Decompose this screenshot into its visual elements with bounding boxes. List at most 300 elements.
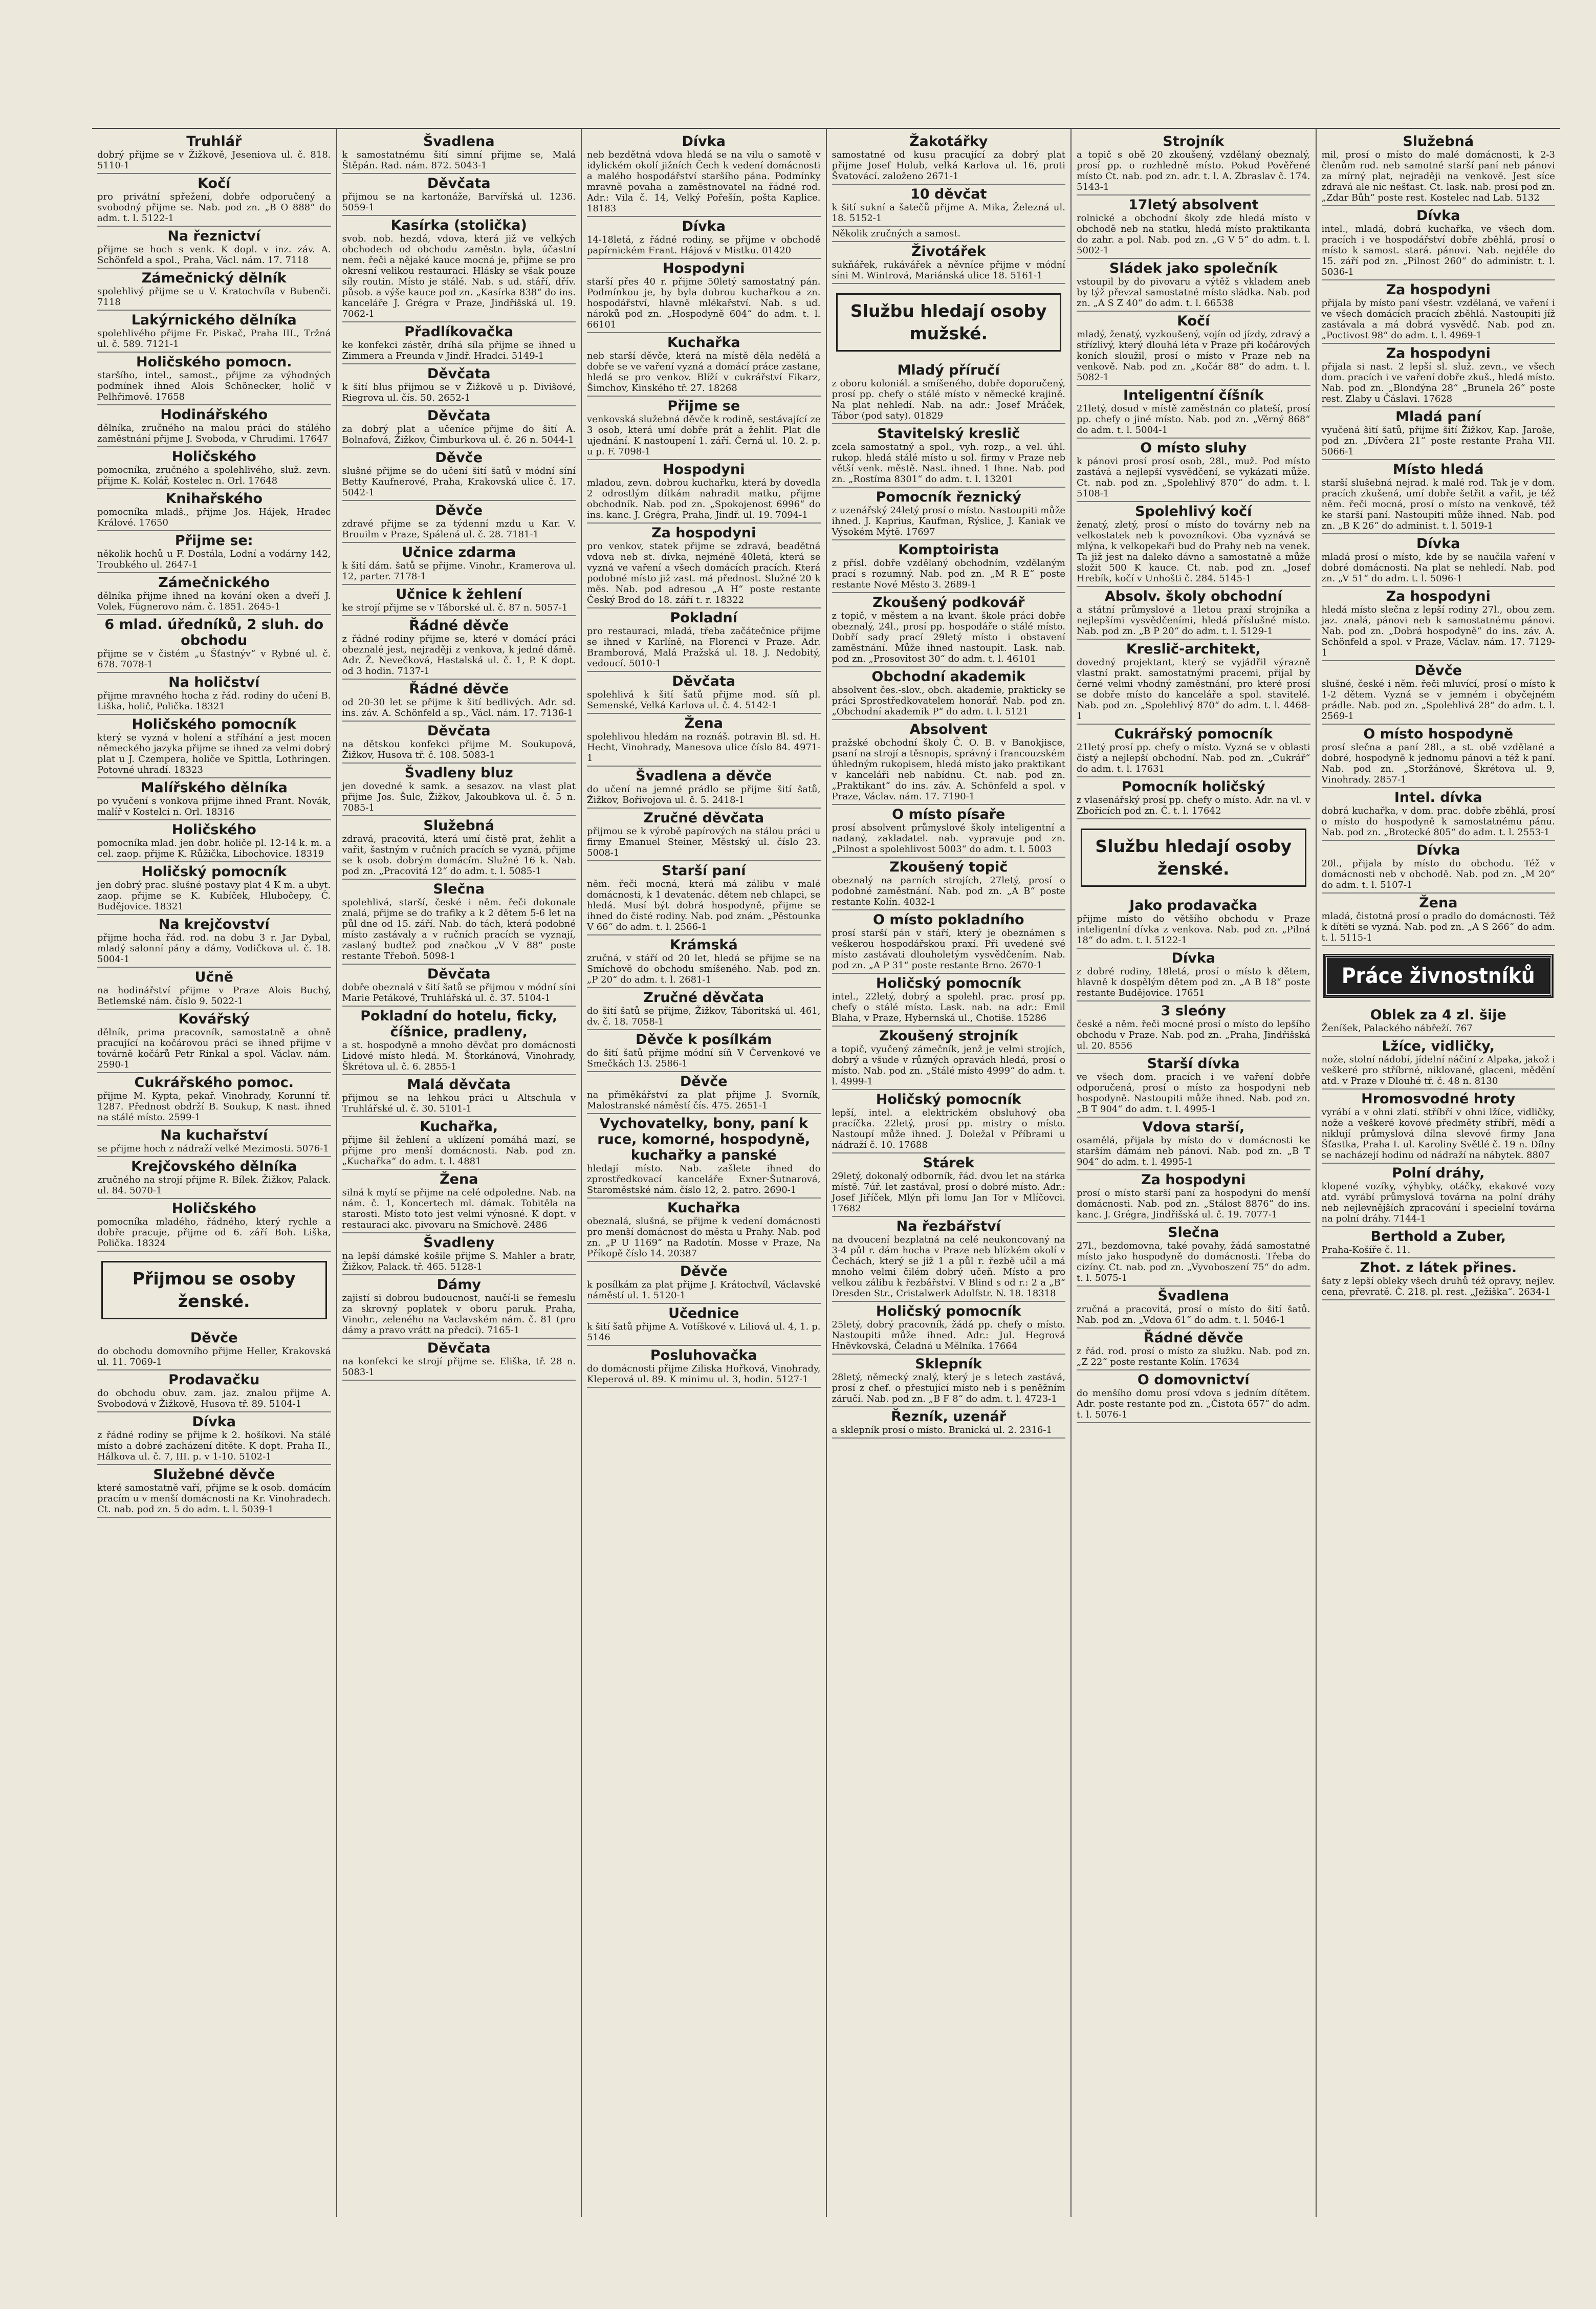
classified-ad (587, 935, 821, 988)
ad-title: Děvčata (427, 723, 491, 739)
classified-ad (1077, 439, 1310, 502)
ad-title: Inteligentní číšník (1123, 387, 1264, 403)
ad-title: Dívka (192, 1414, 236, 1430)
classified-ad (832, 667, 1066, 720)
ad-title: Děvče k posílkám (636, 1032, 772, 1048)
ad-body: mladý, ženatý, vyzkoušený, vojín od jízdy, zdravý a střízlivý, který dlouhá léta v Praze při kočárových koních sloužil, prosí o místo v Praze neb na venkově. Nab. pod zn. „Kočár 88“ do adm. t. l. 5082-1 (1077, 329, 1310, 383)
classified-ad (587, 767, 821, 809)
ad-body: do domácnosti přijme Ziliska Hořková, Vinohrady, Kleperová ul. 89. K minimu ul. 3, hodin. 5127-1 (587, 1363, 821, 1385)
ad-title: O místo pokladního (872, 912, 1024, 928)
ad-title: Za hospodyni (1386, 345, 1491, 361)
ad-title: Krejčovského dělníka (131, 1159, 297, 1174)
ad-title: Slečna (433, 881, 485, 897)
ad-body: přijme se hoch s venk. K dopl. v inz. záv. A. Schönfeld a spol., Praha, Václ. nám. 17. 7118 (97, 244, 331, 266)
ad-body: dělník, prima pracovník, samostatně a ohně pracující na kočárovou práci se ihned přijme v továrně kočárů Petr Rinkal a spol. Václav. nám. 2590-1 (97, 1027, 331, 1070)
classified-ad (97, 968, 331, 1010)
ad-title: Kočí (1177, 313, 1210, 329)
ad-title: Na řezbářství (896, 1218, 1001, 1234)
ad-body: na dvoucení bezplatná na celé neukoncovaný na 3-4 půl r. dám hocha v Praze neb blízkém okolí v Čechách, který se již 1 a půl r. řezbě učil a má mnoho velmi čilém dobrý učeň. Místo a pro velkou zálibu k řezbářství. V Blind s od r.: 2 a „B“ Dresden Str., Cristalwerk Adolfstr. N. 18. 18318 (832, 1234, 1065, 1299)
ad-title: Dívka (1416, 536, 1460, 552)
classified-ad (1077, 386, 1310, 439)
classified-ad (832, 1090, 1066, 1153)
ad-body: za dobrý plat a učeníce přijme do šití A. Bolnafová, Žižkov, Čimburkova ul. č. 26 n. 5044-1 (342, 424, 576, 445)
ad-body: z řád. rod. prosí o místo za služku. Nab. pod zn. „Z 22“ poste restante Kolín. 17634 (1077, 1346, 1310, 1367)
ad-body: přijmou se na kartonáže, Barvířská ul. 1236. 5059-1 (342, 191, 576, 213)
ad-title: Na kuchařství (160, 1127, 268, 1143)
classified-ad (342, 1007, 576, 1075)
classified-ad (832, 185, 1066, 227)
ad-body: dobrá kuchařka, v dom. prac. dobře zběhlá, prosí o místo do hospodyně k samostatnému pánu. Nab. pod zn. „Brotecké 805“ do adm. t. l. 2553-1 (1321, 805, 1555, 838)
classified-ad (97, 489, 331, 531)
column-5 (1070, 129, 1316, 2217)
ad-body: zajistí si dobrou budoucnost, naučí-li se řemeslu za skrovný poplatek v oboru paruk. Praha, Vinohr., zeleného na Vaclavském nám. č. 81 (pro dámy a pravo vrátt na předci). 7165-1 (342, 1293, 576, 1336)
classified-ad (587, 1199, 821, 1262)
classified-ad (1077, 195, 1310, 259)
classified-ad (97, 353, 331, 405)
ad-title: Na řeznictví (167, 228, 261, 244)
classified-ad (1322, 894, 1556, 946)
classified-ad (1077, 1170, 1310, 1223)
classified-ad (1322, 132, 1556, 206)
section-heading: Službu hledají osoby ženské. (1081, 829, 1306, 887)
classified-ad (1322, 1258, 1556, 1300)
classified-ad (1077, 132, 1310, 195)
ad-title: Zámečnického (158, 575, 270, 591)
ad-title: Děvče (435, 450, 483, 466)
classified-ad (587, 333, 821, 397)
classified-ad (1077, 1223, 1310, 1287)
classified-ad (587, 217, 821, 259)
ad-body: na lepší dámské košile přijme S. Mahler a bratr, Žižkov, Palack. tř. 465. 5128-1 (342, 1251, 576, 1272)
classified-ad (832, 910, 1066, 974)
ad-title: O místo hospodyně (1363, 726, 1514, 742)
ad-body: přijme se v čistém „u Šťastnýv“ v Rybné ul. č. 678. 7078-1 (97, 648, 331, 670)
ad-body: na konfekci ke strojí přijme se. Eliška, tř. 28 n. 5083-1 (342, 1356, 576, 1378)
ad-body: se přijme hoch z nádraží velké Mezimosti. 5076-1 (97, 1143, 329, 1154)
ad-body: k šití blus přijmou se v Žižkově u p. Divišové, Riegrova ul. čís. 50. 2652-1 (342, 382, 576, 403)
ad-body: k samostatnému šití simní přijme se, Malá Štěpán. Rad. nám. 872. 5043-1 (342, 149, 576, 171)
ad-body: do menšího domu prosí vdova s jedním dítětem. Adr. poste restante pod zn. „Čistota 657“ do adm. t. l. 5076-1 (1077, 1388, 1310, 1420)
classified-ad (1077, 259, 1310, 312)
ad-body: zručná, v stáří od 20 let, hledá se přijme se na Smíchově do obchodu smíšeného. Nab. pod zn. „P 20“ do adm. t. l. 2681-1 (587, 953, 821, 985)
ad-title: Hospodyni (663, 260, 745, 276)
ad-body: absolvent čes.-slov., obch. akademie, prakticky se práci Sprostředkovatelem honorář. Nab. pod zn. „Obchodní akademik P“ do adm. t. l. 5121 (832, 685, 1065, 717)
ad-body: vyrábí a v ohni zlatí. stříbří v ohni lžíce, vidličky, nože a veškeré kovové předměty stříbří, mědí a niklují průmyslová dílna slevové firmy Jana Šťastka, Praha I. ul. Karoliny Světlé č. 19 n. Dílny se nacházejí hodinu od nádraží na nábytek. 8807 (1321, 1107, 1555, 1161)
classified-ad (342, 722, 576, 764)
ad-body: spolehlivá k šití šatů přijme mod. síň pl. Semenské, Velká Karlova ul. č. 4. 5142-1 (587, 689, 821, 711)
classified-ad (1322, 1090, 1556, 1164)
classified-ad (97, 132, 331, 174)
ad-body: a sklepník prosí o místo. Branická ul. 2. 2316-1 (832, 1425, 1052, 1435)
ad-title: Dívka (682, 219, 726, 234)
classified-ad (1322, 460, 1556, 534)
classified-ad (1077, 1054, 1310, 1118)
classified-ad (832, 1407, 1066, 1439)
ad-title: Učně (194, 969, 233, 985)
ad-body: z řádné rodiny přijme se, které v domácí práci obeznalé jest, nejraději z venkova, k jedné dámě. Adr. Ž. Nevečková, Hastalská ul. č. 1, P. K dopt. od 3 hodin. 7137-1 (342, 634, 576, 677)
ad-title: Dívka (1416, 842, 1460, 858)
classified-ad (1322, 280, 1556, 344)
column-4 (826, 129, 1071, 2217)
ad-title: Dámy (436, 1277, 481, 1293)
ad-title: Kočí (198, 176, 231, 191)
ad-body: z topič, v městem a na kvant. škole práci dobře obeznalý, 24l., prosí pp. hospodáře o stálé místo. Dobří sady prací 29letý místo i obstavení zaměstnání. Může ihned nastoupit. Lask. nab. pod zn. „Prosovitost 30“ do adm. t. l. 46101 (832, 611, 1065, 664)
ad-body: starší slušebná nejrad. k malé rod. Tak je v dom. pracích zkušená, umí dobře šetřit a vařit, je též něm. řeči mocná, prosí o místo na venkově, též ke starší paní. Nastoupiti může ihned. Nab. pod zn. „B K 26“ do administ. t. l. 5019-1 (1321, 477, 1555, 531)
ad-body: Praha-Košíře č. 11. (1321, 1245, 1411, 1255)
ad-body: mladou, zevn. dobrou kuchařku, která by dovedla 2 odrostlým dítkám nahradit matku, přijme obchodník. Nab. pod zn. „Spokojenost 6996“ do ins. kanc. J. Grégra, Praha, Jindř. ul. 19. 7094-1 (587, 477, 821, 520)
classified-ad (97, 1370, 331, 1412)
ad-body: klopené vozíky, výhybky, otáčky, ekakové vozy atd. vyrábí průmyslová továrna na polní dráhy neb nejlevnějších zpracování i specielní továrna na polní dráhy. 7144-1 (1321, 1181, 1555, 1224)
classified-ad (97, 820, 331, 862)
ad-title: 10 děvčat (910, 186, 987, 202)
ad-body: osamělá, přijala by místo do v domácnosti ke starším dámám neb pánovi. Nab. pod zn. „B T 904“ do adm. t. l. 4995-1 (1077, 1135, 1310, 1167)
classified-ad (832, 132, 1066, 185)
ad-body: pomocníka mladš., přijme Jos. Hájek, Hradec Králové. 17650 (97, 507, 331, 528)
ad-body: z dobré rodiny, 18letá, prosí o místo k dětem, hlavně k dospělým dětem pod zn. „A B 18“ poste restante Budějovice. 17651 (1077, 966, 1310, 998)
classified-ad (342, 1075, 576, 1117)
ad-body: neb starší děvče, která na místě děla nedělá a dobře se ve vaření vyzná a domácí práce zastane, hledá se pro venkov. Blíží v cukrářství Fikarz, Šimchov, Kinského tř. 27. 18268 (587, 351, 821, 394)
classified-ad (342, 1233, 576, 1275)
ad-body: spolehlivá, starší, české i něm. řeči dokonale znalá, přijme se do trafiky a k 2 dětem 5-6 let na půl dne od 15. září. Nab. do tách, která podobné místo zastávaly a v ručních pracích se vyznají, zaslaný budtež pod značkou „V V 88“ poste restante Třeboň. 5098-1 (342, 897, 576, 962)
ad-body: obeznalá, slušná, se přijme k vedení domácnosti pro menší domácnost do města u Prahy. Nab. pod zn. „P U 1169“ na Radotín. Mosse v Praze, Na Příkopě číslo 14. 20387 (587, 1216, 821, 1259)
ad-body: na hodinářství přijme v Praze Alois Buchý, Betlemské nám. číslo 9. 5022-1 (97, 985, 331, 1007)
ad-body: na dětskou konfekci přijme M. Soukupová, Žižkov, Husova tř. č. 108. 5083-1 (342, 739, 576, 760)
ad-title: Starší paní (661, 863, 746, 879)
section-banner: Práce živnostníků (1325, 955, 1553, 996)
ad-title: Kovářský (178, 1011, 250, 1027)
ad-body: mladá, čistotná prosí o pradlo do domácnosti. Též k dítěti se vyzná. Nab. pod zn. „A S 266“ do adm. t. l. 5115-1 (1321, 911, 1555, 943)
classified-ad (1077, 1118, 1310, 1170)
ad-title: Knihařského (165, 491, 263, 507)
ad-body: přijmou se na lehkou práci u Altschula v Truhlářské ul. č. 30. 5101-1 (342, 1093, 576, 1114)
ad-body: do obchodu domovního přijme Heller, Krakovská ul. 11. 7069-1 (97, 1346, 331, 1367)
ad-title: Cukrářského pomoc. (134, 1075, 294, 1091)
ad-title: Oblek za 4 zl. šije (1370, 1007, 1506, 1023)
classified-ad (587, 988, 821, 1030)
ad-title: Holičský pomocník (876, 1092, 1021, 1107)
classified-ad (587, 1114, 821, 1199)
ad-title: Kuchařka, (420, 1119, 498, 1135)
classified-ad (587, 397, 821, 460)
ad-body: pomocníka mladého, řádného, který rychle a dobře pracuje, přijme od 6. září Boh. Liška, Polička. 18324 (97, 1216, 331, 1249)
ad-title: O místo sluhy (1140, 440, 1247, 456)
ad-title: Sládek jako společník (1109, 260, 1278, 276)
ad-body: spolehlivý přijme se u V. Kratochvíla v Bubenči. 7118 (97, 286, 331, 308)
ad-body: 28letý, německý znalý, který je s letech zastává, prosí z chef. o přestující místo neb i s peněžním záručí. Nab. pod zn. „B F 8“ do adm. t. l. 4723-1 (832, 1372, 1065, 1404)
classified-ad (1322, 1164, 1556, 1227)
classified-ad (1322, 344, 1556, 407)
ad-title: 3 sleóny (1161, 1003, 1226, 1019)
ad-title: Žakotářky (909, 134, 988, 149)
ad-body: přijmou se k výrobě papírových na stálou práci u firmy Emanuel Steiner, Městský ul. číslo 23. 5008-1 (587, 826, 821, 858)
classified-ad (832, 424, 1066, 488)
ad-title: Holičského (171, 449, 256, 465)
classified-ad (587, 1030, 821, 1072)
ad-body: mladá prosí o místo, kde by se naučila vaření v dobré domácnosti. Na plat se nehledí. Nab. pod zn. „V 51“ do adm. t. l. 5096-1 (1321, 552, 1555, 584)
classified-ad (97, 405, 331, 447)
classified-ad (342, 322, 576, 364)
classified-ad (587, 809, 821, 861)
classified-ad (832, 805, 1066, 858)
classified-ad (342, 543, 576, 585)
classified-ad (1077, 640, 1310, 725)
classified-ad (97, 1126, 331, 1157)
ad-body: k šití dám. šatů se přijme. Vinohr., Kramerova ul. 12, parter. 7178-1 (342, 560, 576, 582)
classified-ad (97, 862, 331, 915)
classified-ad (832, 974, 1066, 1027)
ad-title: Vdova starší, (1142, 1119, 1245, 1135)
classified-ad (342, 680, 576, 722)
ad-body: neb bezdětná vdova hledá se na vilu o samotě v idylickém okolí jižních Čech k vedení domácnosti a malého hospodářství staršího pána. Podmínky mravně povaha a zaměstnovatel na řádné rod. Adr.: Vila č. 14, Velký Pořešín, pošta Kaplice. 18183 (587, 149, 821, 214)
classified-ad (342, 1170, 576, 1233)
classified-ad (587, 1304, 821, 1346)
ad-title: Děvče (680, 1074, 728, 1090)
classified-ad (342, 1339, 576, 1381)
ad-body: zdravá, pracovitá, která umí čistě prat, žehlit a vařit, šastným v ručních pracích se vyzná, přijme se k osob. dobrým domácím. Služné 16 k. Nab. pod zn. „Pracovitá 12“ do adm. t. l. 5085-1 (342, 834, 576, 877)
ad-title: Stavitelský kreslič (877, 426, 1020, 442)
ad-title: Švadlena (1157, 1288, 1230, 1304)
ad-title: Strojník (1163, 134, 1225, 149)
ad-title: Zručné děvčata (643, 810, 764, 826)
ad-title: Přadlíkovačka (404, 324, 514, 340)
classified-ad (342, 764, 576, 816)
ad-body: k šití sukní a šatečů přijme A. Mika, Železná ul. 18. 5152-1 (832, 202, 1065, 224)
classified-ad (97, 1010, 331, 1073)
section-heading: Přijmou se osoby ženské. (101, 1261, 327, 1319)
ad-title: Absolvent (909, 722, 988, 737)
classified-columns (92, 128, 1560, 2217)
ad-title: Pomocník řeznický (876, 489, 1021, 505)
ad-body: do šití šatů se přijme, Žižkov, Táboritská ul. 461, dv. č. 18. 7058-1 (587, 1006, 821, 1027)
ad-body: a státní průmyslové a 1letou praxí strojníka a nejlepšími vysvědčeními, hledá příslušné místo. Nab. pod zn. „B P 20“ do adm. t. l. 5129-1 (1077, 604, 1310, 637)
ad-title: Švadlena (423, 134, 495, 149)
ad-title: Spolehlivý kočí (1135, 504, 1252, 519)
ad-title: Krámská (669, 937, 738, 953)
ad-body: k posílkám za plat přijme J. Krátochvíl, Václavské náměstí ul. 1. 5120-1 (587, 1279, 821, 1301)
ad-body: intel., mladá, dobrá kuchařka, ve všech dom. pracích i ve hospodářství dobře zběhlá, prosí o místo k samost. stará. pánovi. Nab. nejdéle do 15. září pod zn. „Pilnost 260“ do administr. t. l. 5036-1 (1321, 224, 1555, 277)
ad-title: Vychovatelky, bony, paní k ruce, komorné, hospodyně, kuchařky a panské (597, 1116, 811, 1163)
ad-body: k pánovi prosí prosí osob, 28l., muž. Pod místo zastává a nejlepší vysvědčení, se vykázati může. Ct. nab. pod zn. „Spolehlivý 870“ do adm. t. l. 5108-1 (1077, 456, 1310, 499)
classified-ad (342, 1117, 576, 1170)
ad-title: Životářek (911, 244, 986, 259)
ad-body: ženatý, zletý, prosí o místo do továrny neb na velkostatek neb k povozníkovi. Oba vyznává se mlýna, k velkopekaři bud do Prahy neb na venek. Ta již jest na daleko dávno a samostatně a může složit 500 K kauce. Ct. nab. pod zn. „Josef Hrebík, kočí v Unhošti č. 284. 5145-1 (1077, 519, 1310, 584)
ad-body: Několik zručných a samost. (832, 228, 961, 239)
ad-title: Zámečnický dělník (141, 270, 287, 286)
ad-title: Za hospodyni (1386, 589, 1491, 604)
ad-title: Učednice (668, 1305, 739, 1321)
ad-body: dobrý přijme se v Žižkově, Jeseniova ul. č. 818. 5110-1 (97, 149, 331, 171)
ad-body: z vlasenářský prosí pp. chefy o místo. Adr. na vl. v Zbořicích pod zn. Č. t. l. 17642 (1077, 795, 1310, 816)
ad-body: od 20-30 let se přijme k šití bedlivých. Adr. sd. ins. záv. A. Schönfeld a sp., Václ. nám. 17. 7136-1 (342, 697, 576, 718)
ad-title: Děvčata (427, 1340, 491, 1356)
classified-ad (342, 174, 576, 216)
ad-title: Malířského dělníka (140, 780, 288, 796)
ad-title: O místo písaře (892, 807, 1005, 822)
ad-body: 27l., bezdomovna, také povahy, žádá samostatné místo jako hospodyně do domácnosti. Třeba do cizíny. Ct. nab. pod zn. „Vyvoboszení 75“ do adm. t. l. 5075-1 (1077, 1240, 1310, 1283)
ad-title: Za hospodyni (1386, 282, 1491, 298)
classified-ad (587, 861, 821, 935)
ad-body: a topič, vyučený zámečník, jenž je velmi strojích, dobrý a všude v různých opravách hledá, prosí o místo. Nab. pod zn. „Stálé místo 4999“ do adm. t. l. 4999-1 (832, 1044, 1065, 1087)
ad-title: Žena (684, 715, 723, 731)
ad-body: pro restauraci, mladá, třeba začátečnice přijme se ihned v Karlíně, na Florenci v Praze. Adr. Bramborová, Malá Pražská ul. 18. J. Nedobitý, vedoucí. 5010-1 (587, 626, 821, 669)
ad-body: slušné, české i něm. řeči mluvící, prosí o místo k 1-2 dětem. Vyzná se v jemném i obyčejném prádle. Nab. pod zn. „Spolehlivá 28“ do adm. t. l. 2569-1 (1321, 679, 1555, 722)
classified-ad (1322, 788, 1556, 841)
ad-title: Děvče (1414, 663, 1462, 679)
ad-body: zdravé přijme se za týdenní mzdu u Kar. V. Brouilm v Praze, Spálená ul. č. 28. 7181-1 (342, 518, 576, 540)
ad-body: ke strojí přijme se v Táborské ul. č. 87 n. 5057-1 (342, 602, 568, 613)
ad-body: Ženíšek, Palackého nábřeží. 767 (1321, 1023, 1473, 1034)
classified-ad (97, 715, 331, 778)
ad-body: vyučená šití šatů, přijme šití Žižkov, Kap. Jaroše, pod zn. „Dívčera 21“ poste restante Praha VII. 5066-1 (1321, 425, 1555, 457)
ad-body: dobře obeznalá v šití šatů se přijmou v módní síni Marie Petákové, Truhlářská ul. č. 37. 5104-1 (342, 982, 576, 1004)
classified-ad (832, 488, 1066, 540)
ad-title: Řezník, uzenář (891, 1409, 1007, 1425)
ad-title: Zhot. z látek přines. (1360, 1260, 1517, 1276)
classified-ad (97, 1073, 331, 1126)
ad-body: slušné přijme se do učení šití šatů v módní síní Betty Kaufnerové, Praha, Krakovská ulice č. 17. 5042-1 (342, 466, 576, 498)
classified-ad (1077, 502, 1310, 587)
ad-body: a topič s obě 20 zkoušený, vzdělaný obeznalý, prosí pp. o rozhledně místo. Pokud Pověřené místo Ct. nab. pod zn. adr. t. l. A. Zbraslav č. 174. 5143-1 (1077, 149, 1310, 192)
classified-ad (97, 311, 331, 353)
ad-title: Kasírka (stolička) (390, 217, 527, 233)
ad-body: pomocníka mlad. jen dobr. holiče pl. 12-14 k. m. a cel. zaop. přijme K. Růžička, Libochovice. 18319 (97, 838, 331, 859)
column-2 (336, 129, 581, 2217)
column-6 (1316, 129, 1561, 2217)
column-3 (581, 129, 826, 2217)
classified-ad (1322, 1037, 1556, 1090)
classified-ad (97, 673, 331, 715)
classified-ad (1322, 661, 1556, 725)
ad-body: po vyučení s vonkova přijme ihned Frant. Novák, malíř v Kostelci n. Orl. 18316 (97, 796, 331, 817)
ad-body: 14-18letá, z řádné rodiny, se přijme v obchodě papírnickém Frant. Hájová v Mistku. 01420 (587, 234, 821, 256)
ad-title: Děvče (190, 1330, 238, 1346)
classified-ad (587, 608, 821, 672)
classified-ad (342, 585, 576, 616)
ad-title: Pokladní (670, 610, 738, 626)
ad-body: do šití šatů přijme módní síň V Červenkové ve Smečkách 13. 2586-1 (587, 1048, 821, 1069)
classified-ad (1077, 312, 1310, 386)
classified-ad (1077, 1001, 1310, 1054)
classified-ad (97, 227, 331, 269)
classified-ad (587, 714, 821, 767)
ad-body: pro venkov, statek přijme se zdravá, beadětná vdova neb st. dívka, nejméně 40letá, která se vyzná ve vaření a všech domácích pracích. Která podobné místo již zast. má přednost. Služné 20 k měs. Nab. pod adresou „A H“ poste restante Český Brod do 18. září t. r. 18322 (587, 541, 821, 605)
ad-body: 25letý, dobrý pracovník, žádá pp. chefy o místo. Nastoupiti může ihned. Adr.: Jul. Hegrová Hněvkovská, Čeladná u Mělníka. 17664 (832, 1319, 1065, 1352)
classified-ad (587, 1346, 821, 1388)
ad-title: Intel. dívka (1394, 790, 1482, 805)
ad-body: sukňářek, rukávářek a něvníce přijme v módní síni M. Wintrová, Mariánská ulice 18. 5161-1 (832, 259, 1065, 281)
ad-title: Řádné děvče (1143, 1330, 1243, 1346)
ad-title: Stárek (923, 1155, 974, 1171)
ad-body: rolnické a obchodní školy zde hledá místo v obchodě neb na statku, hledá místo praktikanta do zahr. a pol. Nab. pod zn. „G V 5“ do adm. t. l. 5002-1 (1077, 213, 1310, 256)
ad-body: 21letý, dosud v místě zaměstnán co plateší, prosí pp. chefy o jiné místo. Nab. pod zn. „Věrný 868“ do adm. t. l. 5004-1 (1077, 403, 1310, 435)
ad-title: Hospodyni (663, 462, 745, 477)
ad-body: zručná a pracovitá, prosí o místo do šití šatů. Nab. pod zn. „Vdova 61“ do adm. t. l. 5046-1 (1077, 1304, 1310, 1325)
ad-title: Prodavačku (168, 1372, 260, 1388)
ad-title: Holičský pomocník (876, 975, 1021, 991)
ad-title: Za hospodyni (1141, 1172, 1246, 1188)
classified-ad (1077, 1328, 1310, 1370)
ad-body: přijme šil žehlení a uklízení pomáhá mazí, se přijme pro menší domácnosti. Nab. pod zn. „Kuchařka“ do adm. t. l. 4881 (342, 1135, 576, 1167)
ad-title: Kuchařka (667, 335, 740, 351)
ad-body: přijala by místo paní všestr. vzdělaná, ve vaření i ve všech domácích pracích zběhlá. Nastoupiti jíž zastávala a má dobrá vysvědč. Nab. pod zn. „Poctivost 98“ do adm. t. l. 4969-1 (1321, 298, 1555, 341)
ad-title: Mladý příručí (897, 362, 1000, 378)
classified-ad (97, 269, 331, 311)
classified-ad (1322, 725, 1556, 788)
ad-title: Děvčata (427, 366, 491, 382)
ad-title: Děvčata (427, 966, 491, 982)
classified-ad (832, 593, 1066, 667)
ad-body: staršího, intel., samost., přijme za výhodných podmínek ihned Alois Schönecker, holič v Pelhřimově. 17658 (97, 370, 331, 402)
ad-title: Kreslič-architekt, (1126, 641, 1261, 657)
ad-body: jen dovedné k samk. a sesazov. na vlast plat přijme Jos. Šulc, Žižkov, Jakoubkova ul. č. 5 n. 7085-1 (342, 781, 576, 813)
ad-body: ve všech dom. pracích i ve vaření dobře odporučená, prosí o místo za hospodyni neb hospodyně. Nastoupiti může ihned. Nab. pod zn. „B T 904“ do adm. t. l. 4995-1 (1077, 1072, 1310, 1115)
classified-ad (342, 965, 576, 1007)
classified-ad (832, 1217, 1066, 1302)
ad-body: prosí starší pán v stáří, který je obeznámen s veškerou hospodářskou praxí. Při uvedené své místo zastávati dlouholetým vysvědčením. Nab. pod zn. „A P 31“ poste restante Brno. 2670-1 (832, 928, 1065, 971)
classified-ad (97, 1328, 331, 1370)
ad-title: Zkoušený podkovář (872, 595, 1025, 611)
classified-ad (1077, 725, 1310, 777)
ad-body: přijme M. Kypta, pekař. Vinohrady, Korunní tř. 1287. Přednost obdrží B. Soukup, K nast. ihned na stálé místo. 2599-1 (97, 1091, 331, 1123)
classified-ad (342, 816, 576, 880)
ad-body: z řádné rodiny se přijme k 2. hošíkovi. Na stálé místo a dobré zacházení ditěte. K dopt. Praha II., Hálkova ul. č. 7, III. p. v 1-10. 5102-1 (97, 1430, 331, 1462)
ad-title: Lakýrnického dělníka (131, 312, 297, 328)
ad-title: Holičského pomocn. (136, 354, 292, 370)
classified-ad (97, 531, 331, 573)
ad-title: Zručné děvčata (643, 990, 764, 1006)
ad-body: které samostatně vaří, přijme se k osob. domácím pracím u v menší domácnosti na Kr. Vinohradech. Ct. nab. pod zn. 5 do adm. t. l. 5039-1 (97, 1483, 331, 1515)
classified-ad (1077, 1287, 1310, 1328)
classified-ad (1077, 587, 1310, 640)
ad-title: Místo hledá (1393, 462, 1484, 477)
ad-body: české a něm. řeči mocné prosí o místo do lepšího obchodu v Praze. Nab. pod zn. „Praha, Jindřišská ul. 20. 8556 (1077, 1019, 1310, 1051)
classified-ad (832, 227, 1066, 242)
ad-title: 6 mlad. úředníků, 2 sluh. do obchodu (104, 617, 324, 648)
ad-title: Zkoušený topič (889, 859, 1008, 875)
ad-title: Holičského (171, 1201, 256, 1216)
classified-ad (97, 447, 331, 489)
classified-ad (587, 132, 821, 217)
ad-title: Děvčata (427, 408, 491, 424)
ad-body: k šití šatů přijme A. Votíškové v. Liliová ul. 4, 1. p. 5146 (587, 1321, 821, 1343)
ad-title: Švadleny (423, 1235, 495, 1251)
ad-title: Děvčata (427, 176, 491, 191)
ad-title: 17letý absolvent (1128, 197, 1259, 213)
ad-body: spolehlivého přijme Fr. Piskač, Praha III., Tržná ul. č. 589. 7121-1 (97, 328, 331, 350)
classified-ad (97, 1465, 331, 1518)
ad-body: vstoupil by do pivovaru a výtěž s vkladem aneb by týž převzal samostatné místo sládka. Nab. pod zn. „A S Z 40“ do adm. t. l. 66538 (1077, 276, 1310, 309)
classified-ad (1322, 587, 1556, 661)
ad-body: intel., 22letý, dobrý a spolehl. prac. prosí pp. chefy o stálé místo. Lask. nab. na adr.: Emil Blaha, v Praze, Hybernská ul., Chotiše. 15286 (832, 991, 1065, 1023)
ad-title: Holičského pomocník (132, 716, 296, 732)
ad-body: prosí slečna a paní 28l., a st. obě vzdělané a dobré, hospodyně k jednomu pánovi a též k paní. Nab. pod zn. „Storžánové, Škrétova ul. 9, Vinohrady. 2857-1 (1321, 742, 1555, 785)
classified-ad (832, 720, 1066, 805)
ad-title: Přijme se (667, 398, 740, 414)
ad-title: Řádné děvče (409, 681, 509, 697)
ad-title: Obchodní akademik (871, 669, 1026, 685)
classified-ad (587, 1262, 821, 1304)
classified-ad (97, 573, 331, 615)
classified-ad (97, 915, 331, 968)
ad-title: Učnice k žehlení (396, 586, 522, 602)
ad-title: Sklepník (915, 1356, 982, 1372)
classified-ad (1322, 841, 1556, 894)
ad-title: Holičský pomocník (876, 1303, 1021, 1319)
classified-ad (342, 364, 576, 406)
classified-ad (1077, 1370, 1310, 1423)
ad-body: ke konfekci zástěr, dríhá síla přijme se ihned u Zimmera a Freunda v Jindř. Hradci. 5149-1 (342, 340, 576, 361)
classified-ad (1322, 534, 1556, 587)
